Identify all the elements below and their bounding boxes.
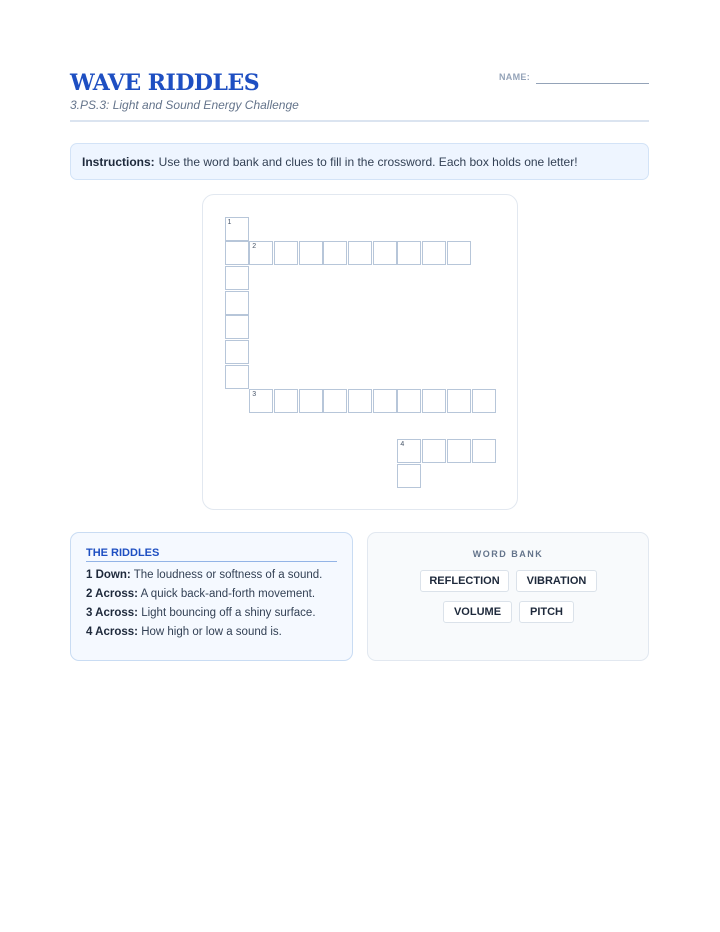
worksheet-title: WAVE RIDDLES [70, 70, 260, 96]
crossword-panel [202, 194, 518, 510]
crossword-cell[interactable] [447, 439, 471, 463]
crossword-cell[interactable] [225, 315, 249, 339]
clue-text: A quick back-and-forth movement. [140, 588, 316, 600]
crossword-cell[interactable] [225, 340, 249, 364]
crossword-cell[interactable] [225, 241, 249, 265]
crossword-cell[interactable] [447, 241, 471, 265]
clue-number: 1 [227, 218, 232, 226]
word-chip-vibration: VIBRATION [516, 570, 597, 592]
crossword-cell[interactable] [373, 389, 397, 413]
word-chip-volume: VOLUME [443, 601, 512, 623]
word-bank-panel [367, 532, 649, 661]
crossword-cell[interactable] [225, 291, 249, 315]
name-field[interactable] [536, 83, 649, 84]
crossword-cell[interactable] [397, 439, 421, 463]
clue-text: The loudness or softness of a sound. [133, 569, 323, 581]
crossword-cell[interactable] [225, 365, 249, 389]
crossword-cell[interactable] [249, 389, 273, 413]
clue-number: 2 [252, 243, 257, 251]
crossword-cell[interactable] [472, 389, 496, 413]
instructions-label: Instructions: [82, 154, 155, 169]
crossword-cell[interactable] [397, 389, 421, 413]
clue-label: 1 Down: [86, 569, 131, 581]
crossword-cell[interactable] [323, 389, 347, 413]
clue-label: 2 Across: [86, 588, 138, 600]
crossword-cell[interactable] [447, 389, 471, 413]
crossword-cell[interactable] [397, 464, 421, 488]
clue-number: 3 [252, 391, 257, 399]
riddles-heading: THE RIDDLES [86, 547, 337, 562]
crossword-cell[interactable] [422, 241, 446, 265]
crossword-cell[interactable] [299, 241, 323, 265]
clue-text: How high or low a sound is. [141, 626, 282, 638]
crossword-cell[interactable] [348, 241, 372, 265]
header-divider [70, 120, 649, 122]
clue-label: 4 Across: [86, 626, 138, 638]
word-chip-pitch: PITCH [519, 601, 574, 623]
riddles-panel [70, 532, 353, 661]
clue-number: 4 [400, 440, 405, 448]
clue-label: 3 Across: [86, 607, 138, 619]
clue-text: Light bouncing off a shiny surface. [141, 607, 316, 619]
instructions-text: Use the word bank and clues to fill in the crossword. Each box holds one letter! [158, 154, 578, 169]
worksheet-subtitle: 3.PS.3: Light and Sound Energy Challenge [70, 98, 299, 112]
crossword-cell[interactable] [422, 439, 446, 463]
name-label: NAME: [499, 72, 530, 82]
instructions-box [70, 143, 649, 180]
crossword-cell[interactable] [274, 241, 298, 265]
crossword-cell[interactable] [348, 389, 372, 413]
clue-2-across [86, 588, 337, 600]
clue-4-across [86, 626, 337, 638]
clue-1-down [86, 569, 337, 581]
crossword-cell[interactable] [397, 241, 421, 265]
crossword-cell[interactable] [249, 241, 273, 265]
crossword-cell[interactable] [299, 389, 323, 413]
clue-3-across [86, 607, 337, 619]
crossword-cell[interactable] [373, 241, 397, 265]
crossword-cell[interactable] [472, 439, 496, 463]
crossword-cell[interactable] [225, 266, 249, 290]
crossword-cell[interactable] [422, 389, 446, 413]
crossword-cell[interactable] [274, 389, 298, 413]
crossword-cell[interactable] [323, 241, 347, 265]
word-bank-heading: WORD BANK [472, 549, 544, 559]
word-chip-reflection: REFLECTION [420, 570, 509, 592]
crossword-cell[interactable] [225, 217, 249, 241]
